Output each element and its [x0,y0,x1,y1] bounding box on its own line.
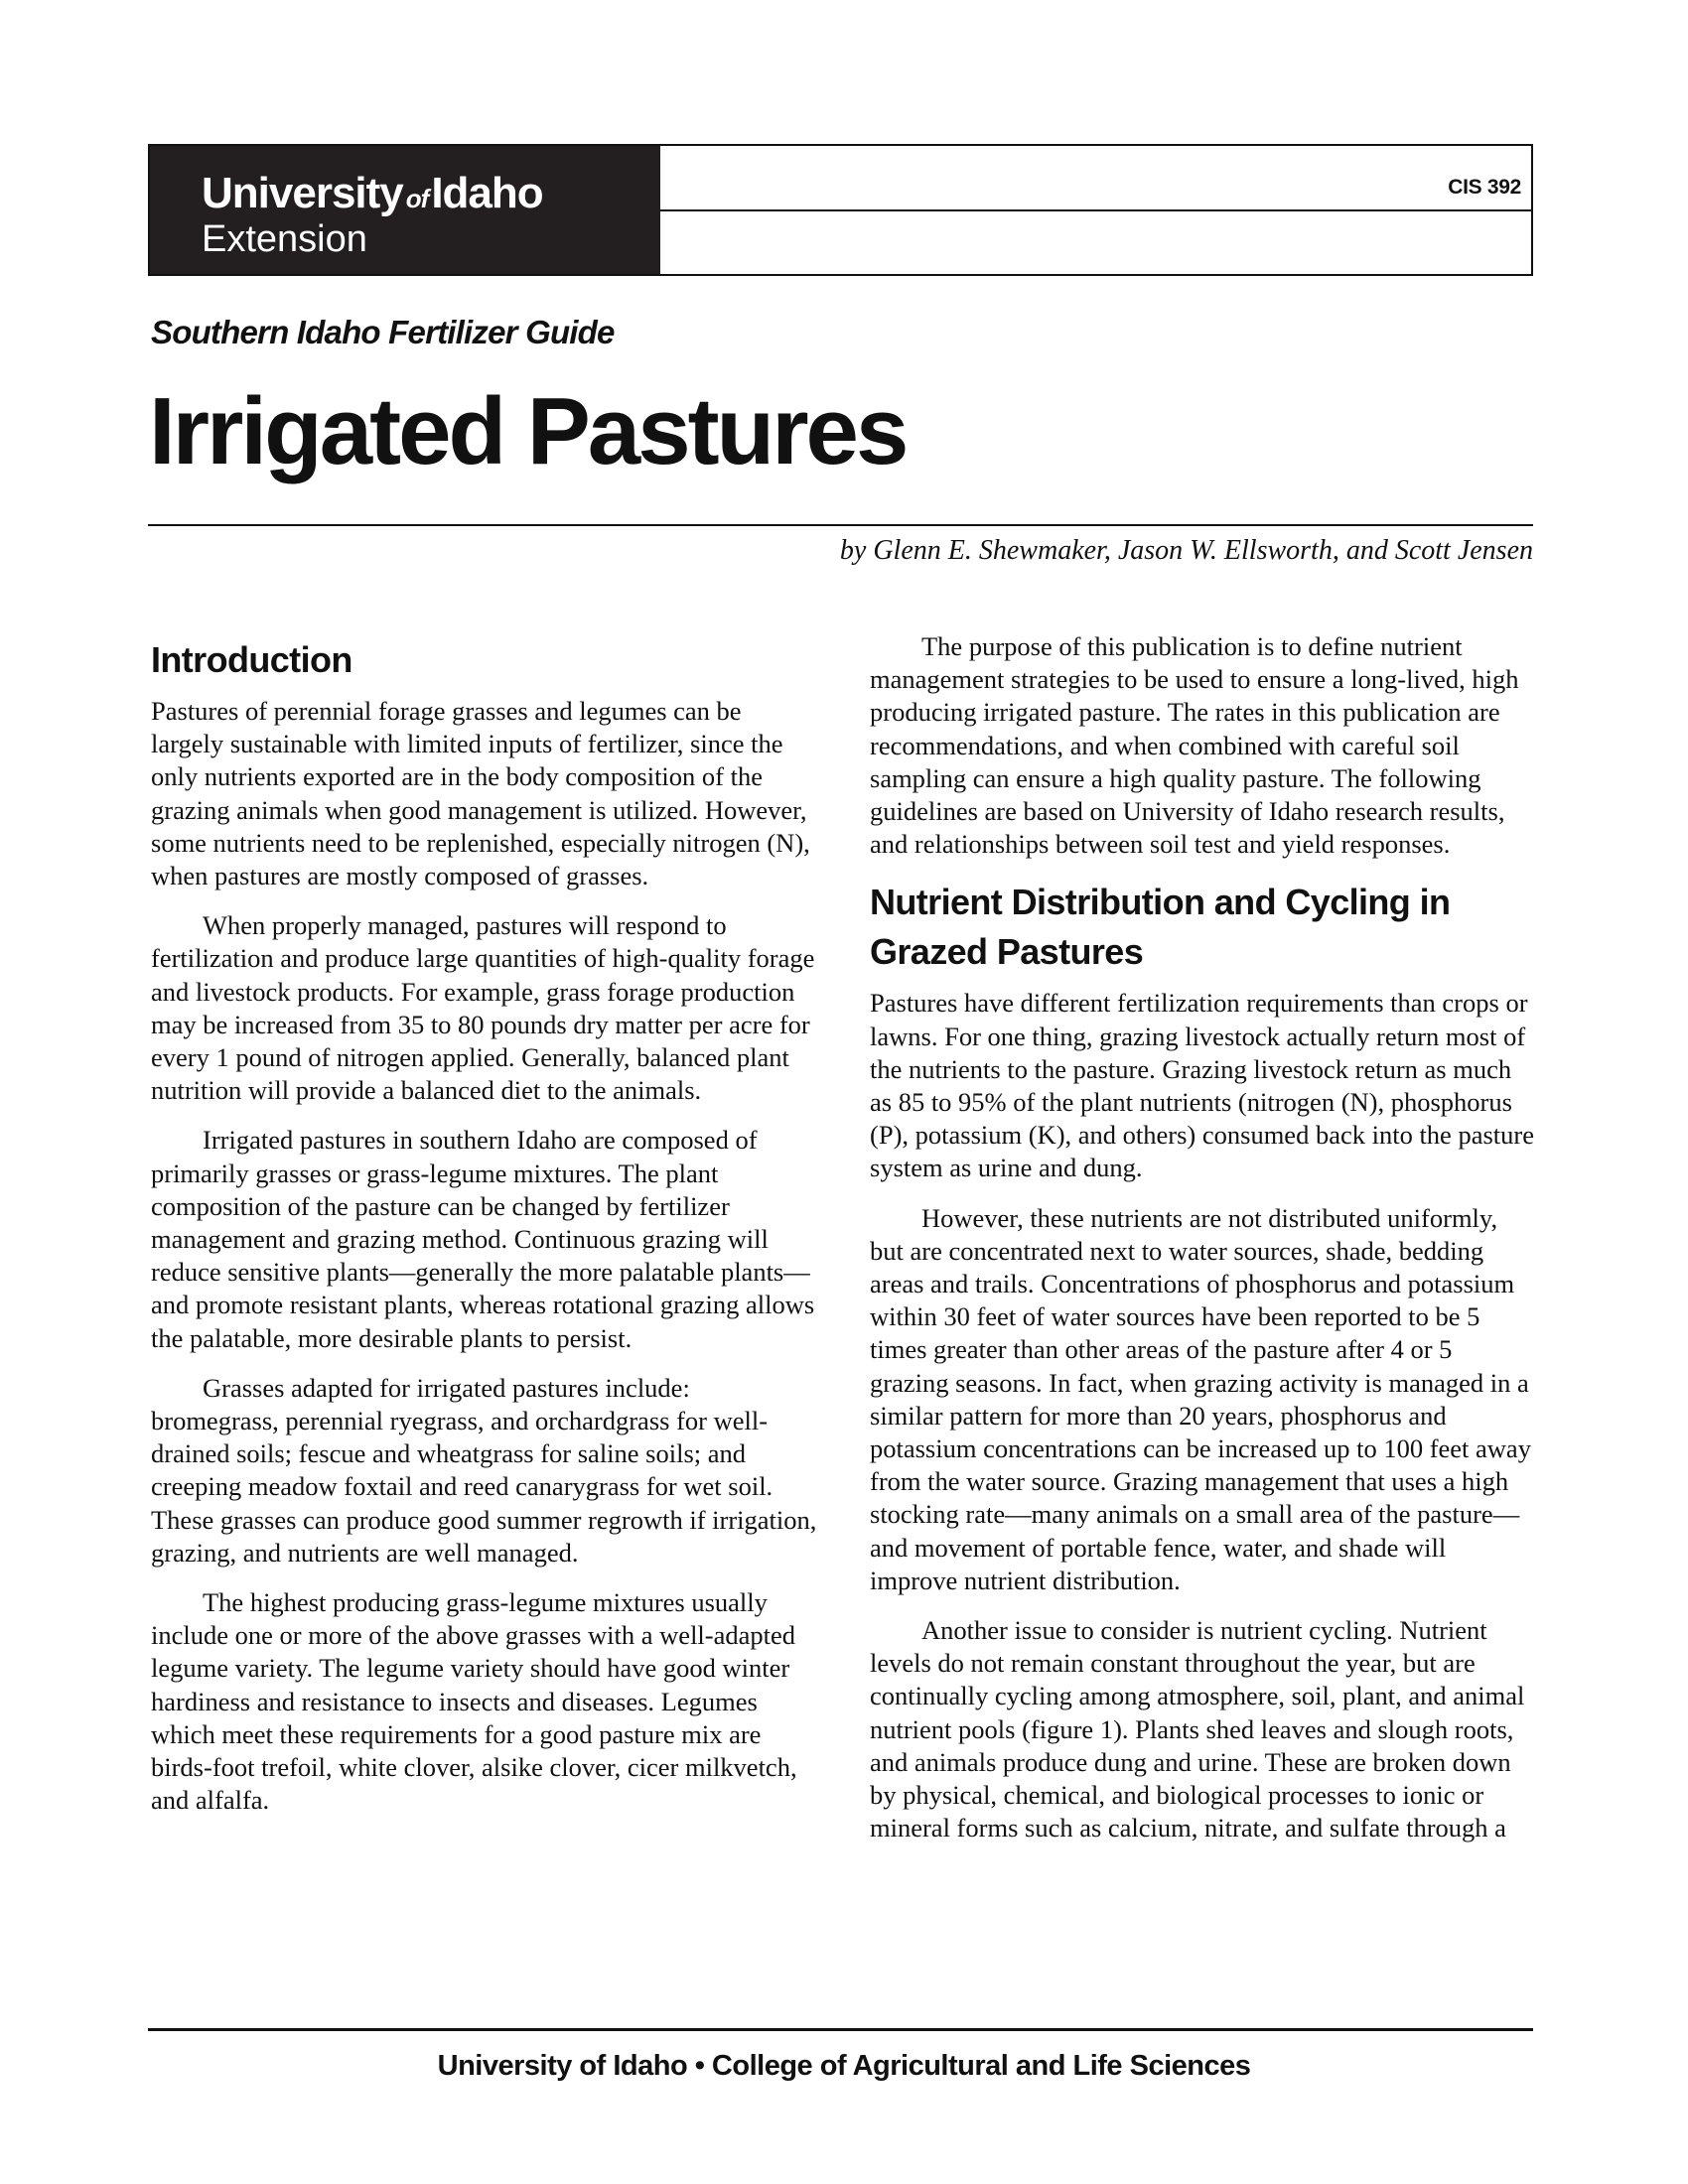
logo-of: of [405,184,429,213]
page-footer: University of Idaho • College of Agricultural and Life Sciences [437,2050,1251,2082]
logo-idaho: Idaho [431,169,543,217]
university-logo[interactable] [150,146,660,274]
right-column [870,630,1537,1862]
page-title: Irrigated Pastures [149,378,907,484]
paragraph: The highest producing grass-legume mixtures usually include one or more of the above grasses with a well-adapted legume variety. The legume variety should have good winter hardiness and resistance to insects and diseases. Legumes which meet these requirements for a good pasture mix are birds-foot trefoil, white clover, alsike clover, cicer milkvetch, and alfalfa. [151,1587,797,1816]
paragraph: Irrigated pastures in southern Idaho are composed of primarily grasses or grass-legume mixtures. The plant composition of the pasture can be changed by fertilizer management and grazing method. Continuous grazing will reduce sensitive plants—generally the more palatable plants—and promote resistant plants, whereas rotational grazing allows the palatable, more desirable plants to persist. [151,1125,815,1353]
section-heading-introduction: Introduction [151,639,352,680]
series-title: Southern Idaho Fertilizer Guide [151,314,615,350]
paragraph: The purpose of this publication is to define nutrient management strategies to be used to ensure a long-lived, high producing irrigated pasture. The rates in this publication are recommendations, and when combined with careful soil sampling can ensure a high quality pasture. The following guidelines are based on University of Idaho research results, and relationships between soil test and yield responses. [870,631,1519,860]
section-heading-nutrient-distribution: Nutrient Distribution and Cycling in Grazed Pastures [870,882,1451,973]
logo-extension: Extension [202,218,367,260]
publication-number: CIS 392 [1448,176,1521,199]
footer-rule [148,2028,1533,2031]
logo-university: University [202,169,403,217]
paragraph: However, these nutrients are not distributed uniformly, but are concentrated next to water sources, shade, bedding areas and trails. Concentrations of phosphorus and potassium within 30 feet of water sources have been reported to be 5 times greater than other areas of the pasture after 4 or 5 grazing seasons. In fact, when grazing activity is managed in a similar pattern for more than 20 years, phosphorus and potassium concentrations can be increased up to 100 feet away from the water source. Grazing management that uses a high stocking rate—many animals on a small area of the pasture—and movement of portable fence, water, and shade will improve nutrient distribution. [870,1202,1531,1595]
masthead [148,144,1533,276]
paragraph: When properly managed, pastures will respond to fertilization and produce large quantities of high-quality forage and livestock products. For example, grass forage production may be increased from 35 to 80 pounds dry matter per acre for every 1 pound of nitrogen applied. Generally, balanced plant nutrition will provide a balanced diet to the animals. [151,910,815,1106]
paragraph: Pastures of perennial forage grasses and legumes can be largely sustainable with limited inputs of fertilizer, since the only nutrients exported are in the body composition of the grazing animals when good management is utilized. However, some nutrients need to be replenished, especially nitrogen (N), when pastures are mostly composed of grasses. [151,696,810,891]
paragraph: Grasses adapted for irrigated pastures include: bromegrass, perennial ryegrass, and orchardgrass for well-drained soils; fescue and wheatgrass for saline soils; and creeping meadow foxtail and reed canarygrass for wet soil. These grasses can produce good summer regrowth if irrigation, grazing, and nutrients are well managed. [151,1372,817,1568]
title-rule [148,524,1533,526]
logo-wordmark [202,169,543,220]
paragraph: Another issue to consider is nutrient cycling. Nutrient levels do not remain constant throughout the year, but are continually cycling among atmosphere, soil, plant, and animal nutrient pools (figure 1). Plants shed leaves and slough roots, and animals produce dung and urine. These are broken down by physical, chemical, and biological processes to ionic or mineral forms such as calcium, nitrate, and sulfate through a [870,1615,1525,1843]
left-column [151,635,818,1835]
paragraph: Pastures have different fertilization requirements than crops or lawns. For one thing, grazing livestock actually return most of the nutrients to the pasture. Grazing livestock return as much as 85 to 95% of the plant nutrients (nitrogen (N), phosphorus (P), potassium (K), and others) consumed back into the pasture system as urine and dung. [870,988,1534,1183]
authors-byline: by Glenn E. Shewmaker, Jason W. Ellsworth, and Scott Jensen [839,535,1533,566]
header-divider [660,209,1531,211]
